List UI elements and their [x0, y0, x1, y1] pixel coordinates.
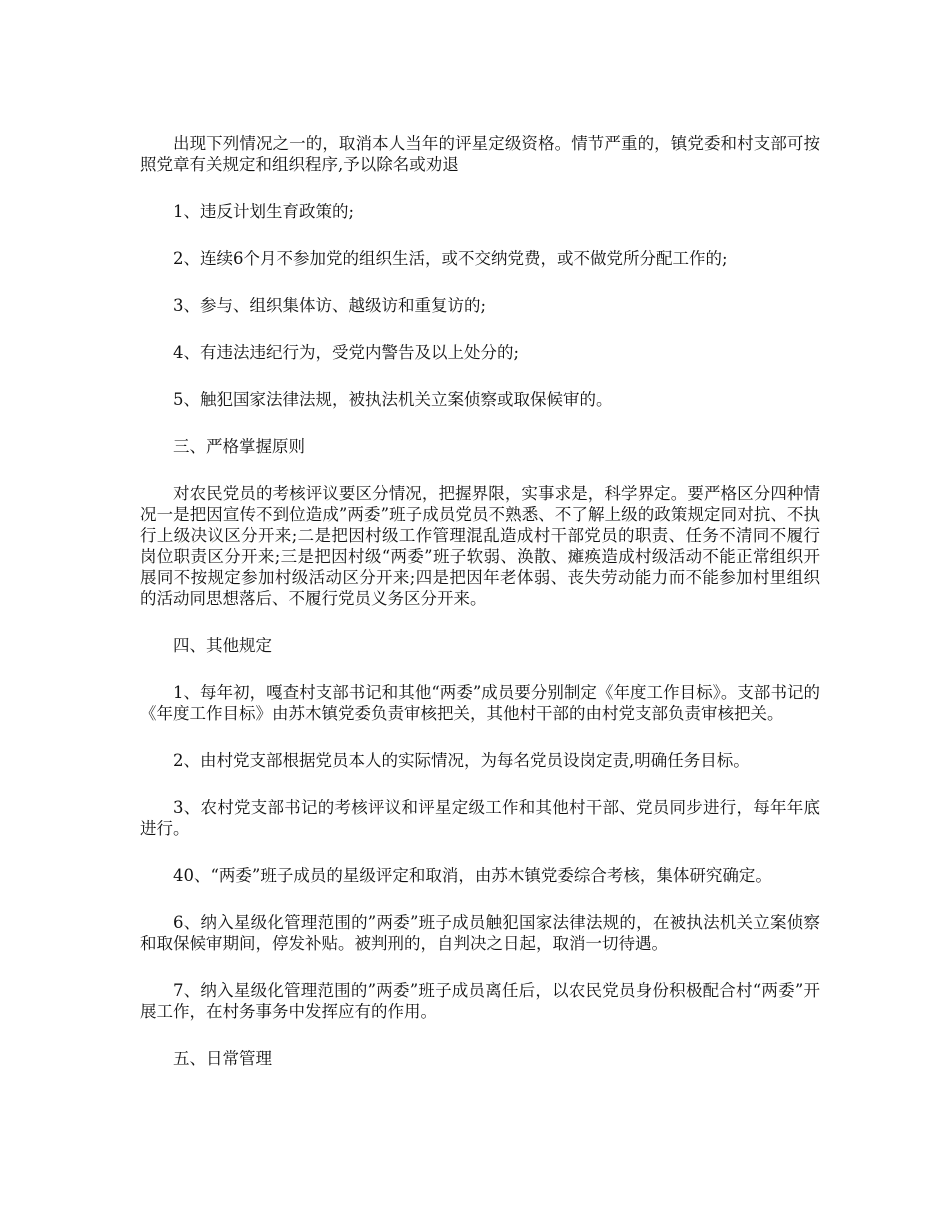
- section-heading-4: 四、其他规定: [173, 636, 272, 655]
- list-item-4: 4、有违法违纪行为，受党内警告及以上处分的;: [173, 343, 520, 362]
- rule-item-7: 7、纳入星级化管理范围的”两委”班子成员离任后，以农民党员身份积极配合村“两委”开展工作，在村务事务中发挥应有的作用。: [140, 981, 820, 1021]
- list-item-5: 5、触犯国家法律法规，被执法机关立案侦察或取保候审的。: [173, 390, 613, 409]
- rule-item-3: 3、农村党支部书记的考核评议和评星定级工作和其他村干部、党员同步进行，每年年底进行。: [140, 798, 820, 838]
- section-heading-5: 五、日常管理: [173, 1049, 272, 1068]
- list-item-1: 1、违反计划生育政策的;: [173, 202, 355, 221]
- document-body: [140, 133, 820, 1095]
- rule-item-40: 40、“两委”班子成员的星级评定和取消，由苏木镇党委综合考核，集体研究确定。: [173, 866, 772, 885]
- rule-item-2: 2、由村党支部根据党员本人的实际情况，为每名党员设岗定责,明确任务目标。: [173, 751, 750, 770]
- paragraph-principles: 对农民党员的考核评议要区分情况，把握界限，实事求是，科学界定。要严格区分四种情况一是把因宣传不到位造成”两委”班子成员党员不熟悉、不了解上级的政策规定同对抗、不执行上级决议区分开来;二是把因村级工作管理混乱造成村干部党员的职责、任务不清同不履行岗位职责区分开来;三是把因村级“两委”班子软弱、涣散、瘫痪造成村级活动不能正常组织开展同不按规定参加村级活动区分开来;四是把因年老体弱、丧失劳动能力而不能参加村里组织的活动同思想落后、不履行党员义务区分开来。: [140, 484, 820, 608]
- rule-item-1: 1、每年初，嘎查村支部书记和其他“两委”成员要分别制定《年度工作目标》。支部书记的《年度工作目标》由苏木镇党委负责审核把关，其他村干部的由村党支部负责审核把关。: [140, 683, 820, 723]
- section-heading-3: 三、严格掌握原则: [173, 437, 305, 456]
- list-item-2: 2、连续6个月不参加党的组织生活，或不交纳党费，或不做党所分配工作的;: [173, 249, 728, 268]
- paragraph-disqualification-intro: 出现下列情况之一的，取消本人当年的评星定级资格。情节严重的，镇党委和村支部可按照党章有关规定和组织程序,予以除名或劝退: [140, 134, 820, 174]
- rule-item-6: 6、纳入星级化管理范围的”两委”班子成员触犯国家法律法规的，在被执法机关立案侦察和取保候审期间，停发补贴。被判刑的，自判决之日起，取消一切待遇。: [140, 913, 820, 953]
- list-item-3: 3、参与、组织集体访、越级访和重复访的;: [173, 296, 487, 315]
